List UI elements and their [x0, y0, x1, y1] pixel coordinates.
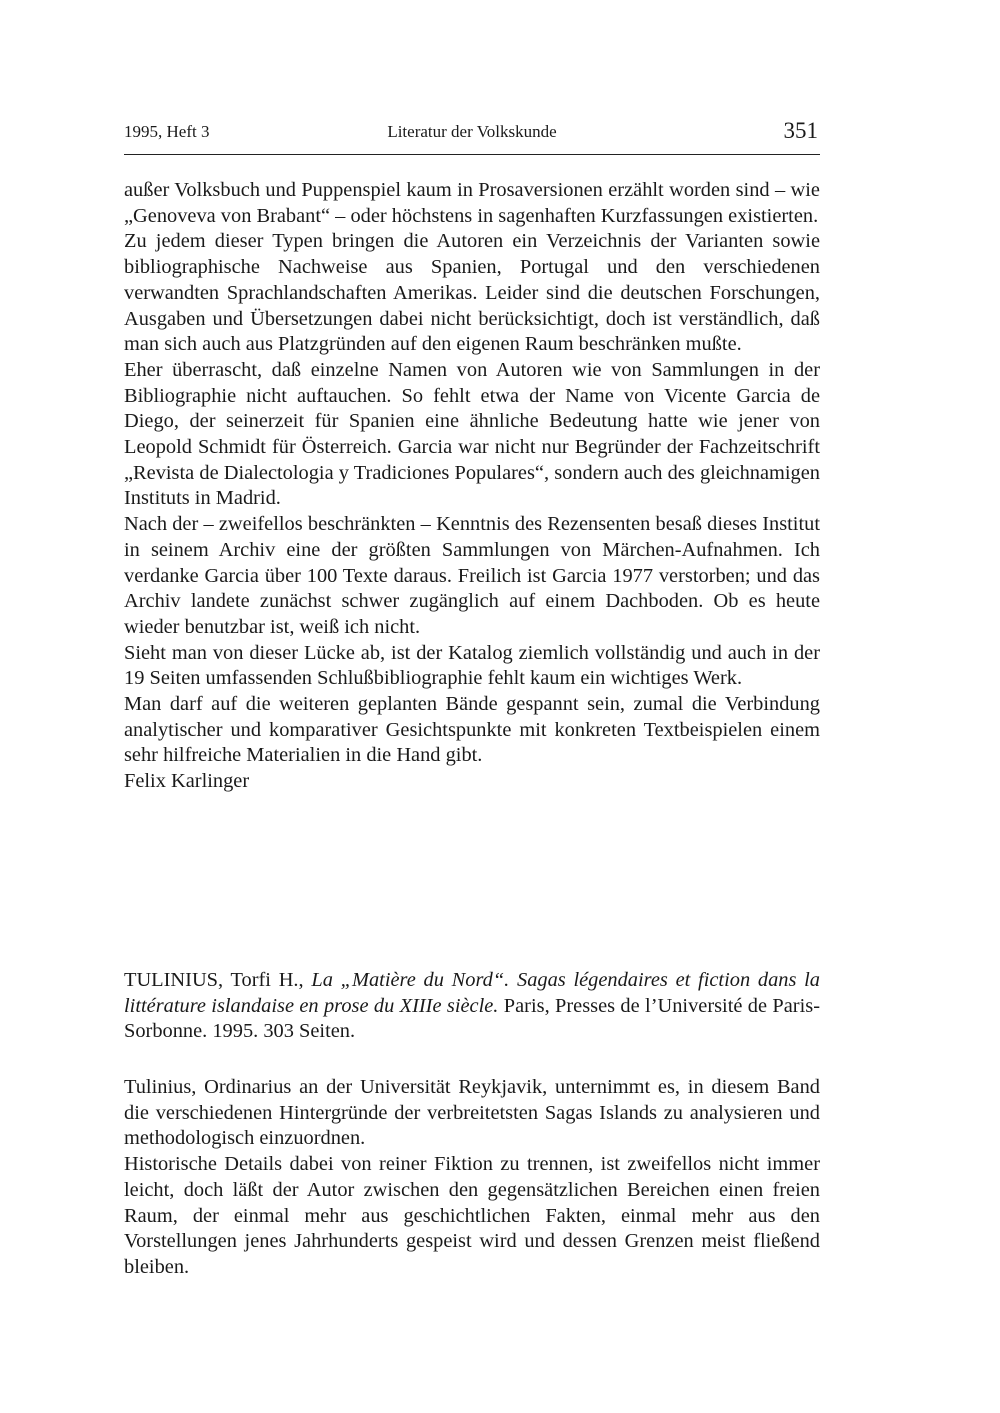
book-publication: Paris, Presses de l’Université de Paris-Sorbonne. 1995. 303 Seiten. — [124, 994, 820, 1043]
page-number: 351 — [783, 118, 818, 143]
reviewer-signature: Felix Karlinger — [124, 770, 250, 793]
paragraph: Zu jedem dieser Typen bringen die Autoren ein Verzeichnis der Varianten sowie bibliographische Nachweise aus Spanien, Portugal und den verschiedenen verwandten Sprachlandschaften Amerikas. Leider sind die deutschen Forschungen, Ausgaben und Übersetzungen dabei nicht berücksichtigt, doch ist verständlich, daß man sich auch aus Platzgründen auf den eigenen Raum beschränken mußte. — [124, 230, 820, 356]
paragraph: Historische Details dabei von reiner Fiktion zu trennen, ist zweifellos nicht immer leicht, doch läßt der Autor zwischen den gegensätzlichen Bereichen einen freien Raum, der einmal mehr aus geschichtlichen Fakten, einmal mehr aus den Vorstellungen jenes Jahrhunderts gespeist wird und dessen Grenzen meist fließend bleiben. — [124, 1153, 820, 1278]
running-header — [124, 118, 820, 155]
paragraph: Sieht man von dieser Lücke ab, ist der Katalog ziemlich vollständig und auch in der 19 Seiten umfassenden Schlußbibliographie fehlt kaum ein wichtiges Werk. — [124, 641, 820, 690]
paragraph: Nach der – zweifellos beschränkten – Kenntnis des Rezensenten besaß dieses Institut in seinem Archiv eine der größten Sammlungen von Märchen-Aufnahmen. Ich verdanke Garcia über 100 Texte daraus. Freilich ist Garcia 1977 verstorben; und das Archiv landete zunächst schwer zugänglich auf einem Dachboden. Ob es heute wieder benutzbar ist, weiß ich nicht. — [124, 513, 820, 638]
book-author: TULINIUS, Torfi H., — [124, 969, 304, 991]
paragraph: Eher überrascht, daß einzelne Namen von Autoren wie von Sammlungen in der Bibliographie nicht auftauchen. So fehlt etwa der Name von Vicente Garcia de Diego, der seinerzeit für Spanien eine ähnliche Bedeutung hatte wie jener von Leopold Schmidt für Österreich. Garcia war nicht nur Begründer der Fachzeitschrift „Revista de Dialectologia y Tradiciones Populares“, sondern auch des gleichnamigen Instituts in Madrid. — [124, 358, 820, 510]
bibliographic-entry — [124, 968, 820, 1045]
paragraph: Tulinius, Ordinarius an der Universität Reykjavik, unternimmt es, in diesem Band die verschiedenen Hintergründe der verbreitetsten Sagas Islands zu analysieren und methodologisch einzuordnen. — [124, 1076, 820, 1150]
book-title: La „Matière du Nord“. Sagas légendaires et fiction dans la littérature islandaise en prose du XIIIe siècle. — [124, 969, 820, 1017]
paragraph: außer Volksbuch und Puppenspiel kaum in Prosaversionen erzählt worden sind – wie „Genoveva von Brabant“ – oder höchstens in sagenhaften Kurzfassungen existierten. — [124, 179, 820, 227]
issue-label: 1995, Heft 3 — [124, 122, 210, 141]
section-title: Literatur der Volkskunde — [387, 122, 557, 141]
paragraph: Man darf auf die weiteren geplanten Bände gespannt sein, zumal die Verbindung analytischer und komparativer Gesichtspunkte mit konkreten Textbeispielen einem sehr hilfreiche Materialien in die Hand gibt. — [124, 693, 820, 767]
review-tulinius — [124, 1075, 820, 1281]
review-karlinger — [124, 178, 820, 795]
